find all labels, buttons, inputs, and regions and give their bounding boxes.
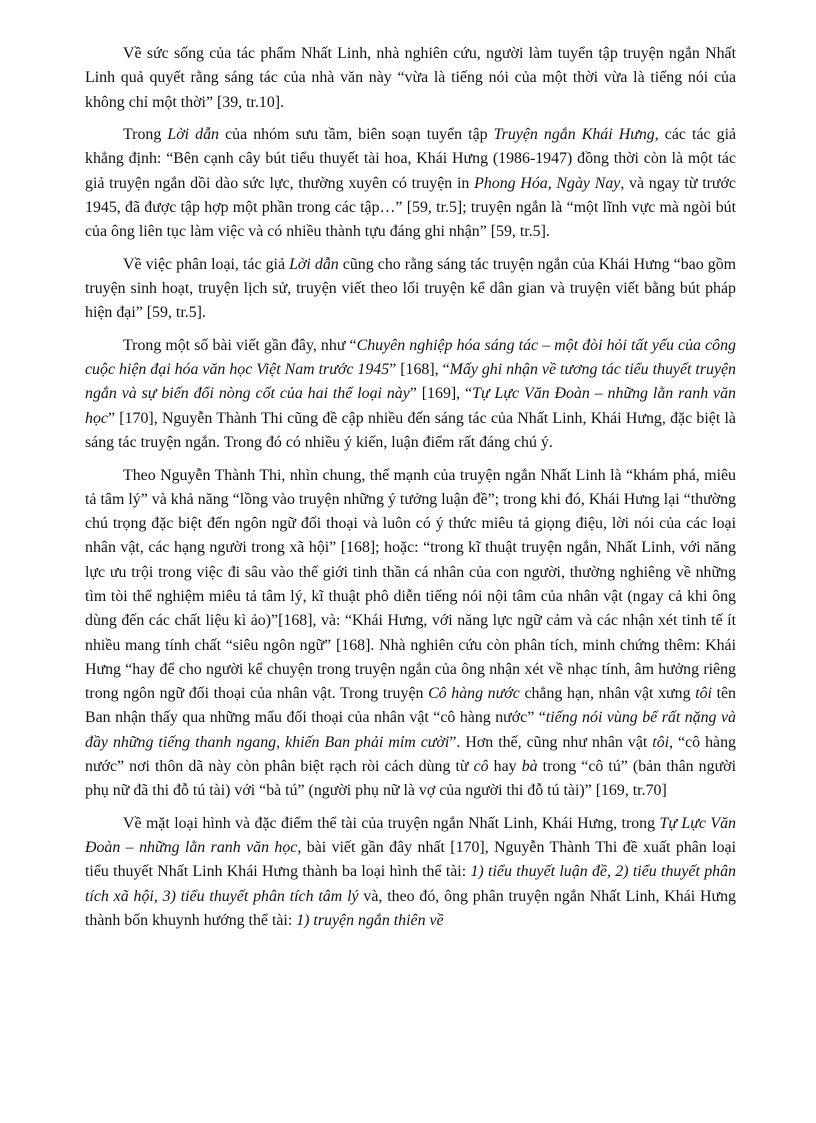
text-run: hay xyxy=(488,758,522,776)
italic-text: Chuyên nghiệp hóa sáng tác – một đòi hỏi tất yếu của công cuộc hiện đại hóa văn học Việt Nam trước 1945 xyxy=(85,336,736,379)
text-run: của nhóm sưu tầm, biên soạn tuyển tập xyxy=(219,126,494,144)
text-run: Về sức sống của tác phẩm Nhất Linh, nhà nghiên cứu, người làm tuyển tập truyện ngắn Nhất Linh quả quyết rằng sáng tác của nhà văn này “vừa là tiếng nói của một thời vừa là tiếng nói của không chỉ một thời” [39, tr.10]. xyxy=(85,45,736,111)
text-run: ” [169], “ xyxy=(409,385,473,403)
text-run: trong “cô tú” (bản thân người phụ nữ đã thi đỗ tú tài) với “bà tú” (người phụ nữ là vợ của người thi đỗ tú tài)” [169, tr.70] xyxy=(85,758,736,800)
text-run: ” [170], Nguyễn Thành Thi cũng đề cập nhiều đến sáng tác của Nhất Linh, Khái Hưng, đặc biệt là sáng tác truyện ngắn. Trong đó có nhiều ý kiến, luận điểm rất đáng chú ý. xyxy=(85,409,736,452)
paragraph-2 xyxy=(85,123,736,244)
text-run: Về mặt loại hình và đặc điểm thể tài của truyện ngắn Nhất Linh, Khái Hưng, trong xyxy=(123,814,660,832)
paragraph-3 xyxy=(85,253,736,326)
italic-text: Cô hàng nước xyxy=(428,685,520,703)
italic-text: 1) truyện ngắn thiên về xyxy=(296,912,444,930)
paragraph-6 xyxy=(85,812,736,933)
text-run: , các tác giả khẳng định: “Bên cạnh cây bút tiểu thuyết tài hoa, Khái Hưng (1986-1947) đồng thời còn là một tác giả truyện ngắn dồi dào sức lực, thường xuyên có truyện in xyxy=(85,126,737,192)
italic-text: Tự Lực Văn Đoàn – những lằn ranh văn học xyxy=(85,385,736,427)
italic-text: Lời dẫn xyxy=(167,126,220,144)
text-run: và, theo đó, ông phân truyện ngắn Nhất Linh, Khái Hưng thành bốn khuynh hướng thể tài: xyxy=(85,887,737,930)
text-run: tên Ban nhận thấy qua những mẩu đối thoại của nhân vật “cô hàng nước” “ xyxy=(85,685,737,727)
italic-text: tôi xyxy=(695,685,712,703)
text-run: Theo Nguyễn Thành Thi, nhìn chung, thế mạnh của truyện ngắn Nhất Linh là “khám phá, miêu tả tâm lý” và khả năng “lồng vào truyện những ý tưởng luận đề”; trong khi đó, Khái Hưng lại “thường chú trọng đặc biệt đến ngôn ngữ đối thoại và luôn có ý thức miêu tả giọng điệu, lời nói của các loại nhân vật, các hạng người trong xã hội” [168]; hoặc: “trong kĩ thuật truyện ngắn, Nhất Linh, với năng lực ưu trội trong việc đi sâu vào thế giới tinh thần cá nhân của con người, thường nghiêng về những tìm tòi thể nghiệm miêu tả tâm lý, kĩ thuật phô diễn tiếng nói nội tâm của nhân vật (ngay cả khi ông dùng đến các chất liệu kì ảo)”[168], và: “Khái Hưng, với năng lực ngữ cảm và các nhận xét tinh tế ít nhiều mang tính chất “siêu ngôn ngữ” [168]. Nhà nghiên cứu còn phân tích, minh chứng thêm: Khái Hưng “hay để cho người kể chuyện trong truyện ngắn của ông nhận xét về nhạc tính, âm hưởng riêng trong ngôn ngữ đối thoại của nhân vật. Trong truyện xyxy=(85,466,736,703)
text-run: Về việc phân loại, tác giả xyxy=(123,255,290,273)
paragraph-1 xyxy=(85,42,736,115)
italic-text: tiếng nói vùng bể rất nặng và đầy những tiếng thanh ngang, khiến Ban phải mỉm cười xyxy=(85,709,736,751)
italic-text: Truyện ngắn Khái Hưng xyxy=(493,126,655,144)
italic-text: Lời dẫn xyxy=(289,255,339,273)
italic-text: cô xyxy=(473,758,489,776)
italic-text: bà xyxy=(521,758,538,776)
text-run: ” [168], “ xyxy=(389,361,450,379)
italic-text: Tự Lực Văn Đoàn – những lằn ranh văn học xyxy=(85,814,736,857)
text-run: chẳng hạn, nhân vật xưng xyxy=(519,685,696,703)
text-run: Trong một số bài viết gần đây, như “ xyxy=(123,336,357,354)
text-run: ”. Hơn thế, cũng như nhân vật xyxy=(449,733,653,751)
text-run: , và ngay từ trước 1945, đã được tập hợp một phần trong các tập…” [59, tr.5]; truyện ngắn là “một lĩnh vực mà ngòi bút của ông liên tục làm việc và có nhiều thành tựu đáng ghi nhận” [59, tr.5]. xyxy=(85,174,736,241)
italic-text: tôi xyxy=(652,733,670,751)
italic-text: Mấy ghi nhận về tương tác tiểu thuyết truyện ngắn và sự biến đổi nòng cốt của hai thể loại này xyxy=(85,361,736,403)
text-run: , bài viết gần đây nhất [170], Nguyễn Thành Thi đề xuất phân loại tiểu thuyết Nhất Linh Khái Hưng thành ba loại hình thể tài: xyxy=(85,839,736,881)
body-text xyxy=(85,42,736,942)
text-run: cũng cho rằng sáng tác truyện ngắn của Khái Hưng “bao gồm truyện sinh hoạt, truyện lịch sử, truyện viết theo lối truyện kể dân gian và truyện viết bằng bút pháp hiện đại” [59, tr.5]. xyxy=(85,255,736,322)
paragraph-5 xyxy=(85,464,736,804)
italic-text: 1) tiểu thuyết luận đề, 2) tiểu thuyết phân tích xã hội, 3) tiểu thuyết phân tích tâm lý xyxy=(85,863,736,905)
text-run: , “cô hàng nước” nơi thôn dã này còn phân biệt rạch ròi cách dùng từ xyxy=(85,733,736,776)
italic-text: Phong Hóa, Ngày Nay xyxy=(474,174,621,192)
text-run: Trong xyxy=(123,126,168,144)
paragraph-4 xyxy=(85,334,736,455)
